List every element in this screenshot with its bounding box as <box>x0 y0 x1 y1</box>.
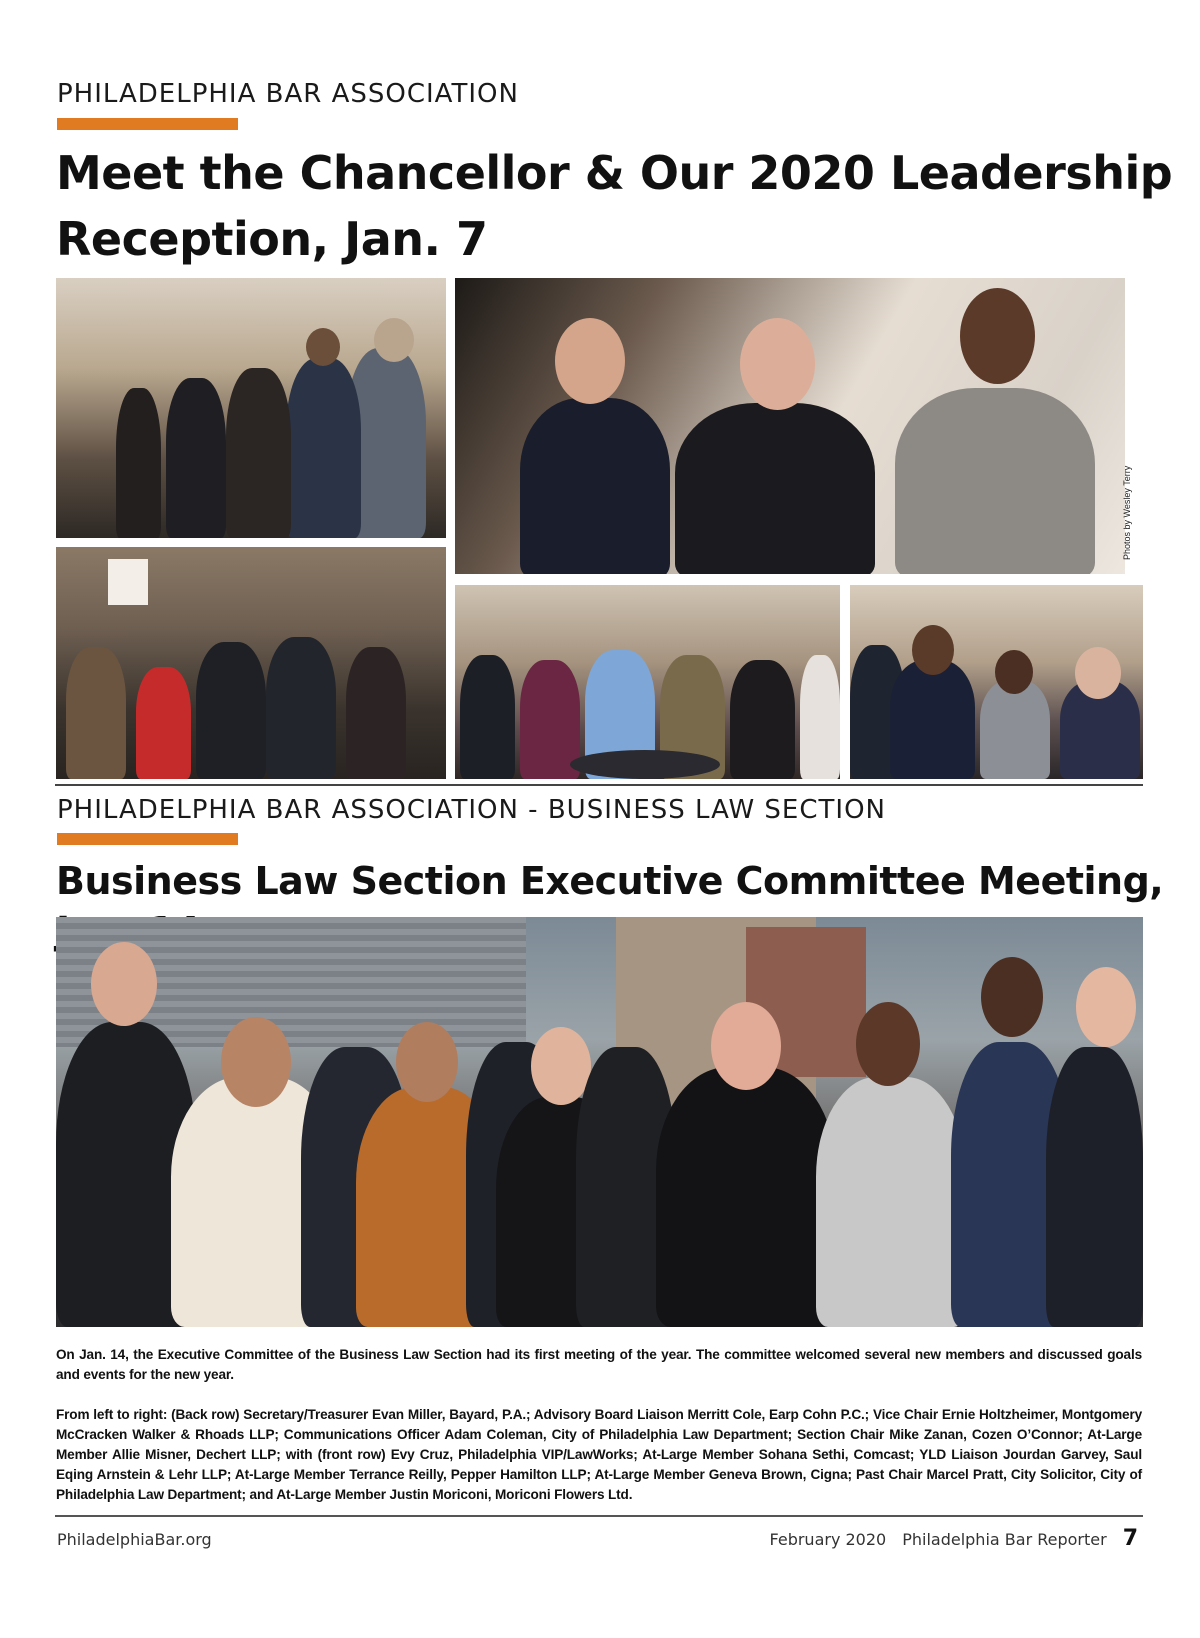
footer-issue: February 2020 <box>769 1530 887 1549</box>
reception-hallway-photo <box>56 278 446 538</box>
accent-rule-2 <box>57 833 238 845</box>
reception-group-photo-1 <box>455 585 840 779</box>
accent-rule <box>57 118 238 130</box>
page-number: 7 <box>1122 1526 1138 1551</box>
footer-publication: Philadelphia Bar Reporter <box>902 1530 1107 1549</box>
section-kicker-business-law: PHILADELPHIA BAR ASSOCIATION - BUSINESS LAW SECTION <box>57 795 886 825</box>
page-title <box>56 140 1172 272</box>
section-divider <box>55 784 1143 786</box>
page-title-line-1: Meet the Chancellor & Our 2020 Leadership <box>56 146 1173 200</box>
footer-rule <box>55 1515 1143 1517</box>
executive-committee-photo <box>56 917 1143 1327</box>
photo-credit: Photos by Wesley Terry <box>1122 465 1132 560</box>
section-kicker: PHILADELPHIA BAR ASSOCIATION <box>57 79 519 109</box>
footer-website: PhiladelphiaBar.org <box>57 1530 212 1549</box>
section-title: Business Law Section Executive Committee Meeting, <box>56 859 1164 903</box>
reception-crowd-photo <box>56 547 446 779</box>
chancellor-trio-photo <box>455 278 1125 574</box>
reception-group-photo-2 <box>850 585 1143 779</box>
caption-intro: On Jan. 14, the Executive Committee of the Business Law Section had its first meeting of the year. The committee welcomed several new members and discussed goals and events for the new year. <box>56 1347 1142 1382</box>
caption-names: From left to right: (Back row) Secretary/Treasurer Evan Miller, Bayard, P.A.; Advisory Board Liaison Merritt Cole, Earp Cohn P.C.; Vice Chair Ernie Holtzheimer, Montgomery McCracken Walker & Rhoads LLP; Communications Officer Adam Coleman, City of Philadelphia Law Department; Section Chair Mike Zanan, Cozen O’Connor; At-Large Member Allie Misner, Dechert LLP; with (front row) Evy Cruz, Philadelphia VIP/LawWorks; At-Large Member Sohana Sethi, Comcast; YLD Liaison Jourdan Garvey, Saul Eqing Arnstein & Lehr LLP; At-Large Member Terrance Reilly, Pepper Hamilton LLP; At-Large Member Geneva Brown, Cigna; Past Chair Marcel Pratt, City Solicitor, City of Philadelphia Law Department; and At-Large Member Justin Moriconi, Moriconi Flowers Ltd. <box>56 1407 1142 1502</box>
page-title-line-2: Reception, Jan. 7 <box>56 212 488 266</box>
footer-right <box>770 1526 1138 1551</box>
